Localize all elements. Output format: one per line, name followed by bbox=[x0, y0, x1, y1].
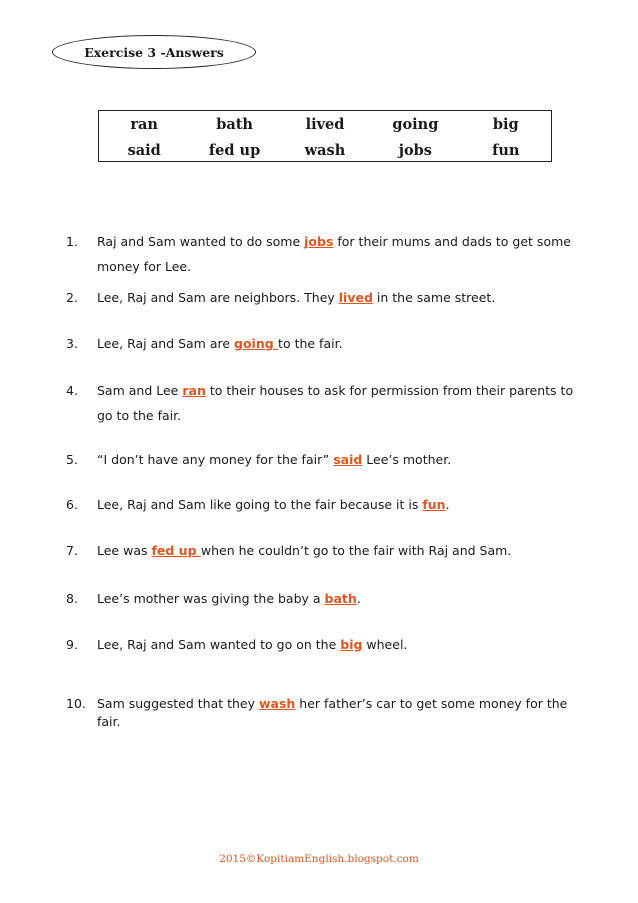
word-bank-word: big bbox=[492, 115, 519, 133]
question-item bbox=[66, 447, 581, 472]
question-item bbox=[66, 632, 581, 657]
question-number: 3. bbox=[66, 336, 78, 351]
question-before: Sam suggested that they bbox=[97, 696, 259, 711]
answer-word: going bbox=[234, 336, 279, 351]
word-bank-word: jobs bbox=[398, 141, 432, 159]
question-before: “I don’t have any money for the fair” bbox=[97, 452, 334, 467]
question-text bbox=[97, 538, 581, 563]
question-after: when he couldn’t go to the fair with Raj and Sam. bbox=[200, 543, 512, 558]
question-item bbox=[66, 695, 581, 731]
question-number: 5. bbox=[66, 452, 78, 467]
question-number: 10. bbox=[66, 696, 86, 711]
answer-word: fun bbox=[422, 497, 446, 512]
question-text bbox=[97, 695, 581, 731]
question-before: Lee’s mother was giving the baby a bbox=[97, 591, 325, 606]
word-bank-row-2 bbox=[99, 137, 551, 163]
question-after: for their mums and dads to get some money for Lee. bbox=[97, 234, 571, 274]
word-bank-word: said bbox=[127, 141, 161, 159]
question-item bbox=[66, 378, 581, 428]
answer-word: bath bbox=[324, 591, 357, 606]
question-after: to the fair. bbox=[278, 336, 343, 351]
question-after: . bbox=[445, 497, 450, 512]
question-before: Lee, Raj and Sam are neighbors. They bbox=[97, 290, 339, 305]
question-number: 2. bbox=[66, 290, 78, 305]
question-number: 4. bbox=[66, 383, 78, 398]
question-after: to their houses to ask for permission from their parents to go to the fair. bbox=[97, 383, 574, 423]
question-before: Lee, Raj and Sam are bbox=[97, 336, 235, 351]
word-bank-word: fed up bbox=[208, 141, 261, 159]
question-after: wheel. bbox=[362, 637, 408, 652]
word-bank-word: bath bbox=[216, 115, 253, 133]
question-number: 8. bbox=[66, 591, 78, 606]
exercise-title: Exercise 3 -Answers bbox=[52, 35, 256, 69]
question-item bbox=[66, 229, 581, 279]
question-text bbox=[97, 632, 581, 657]
question-text bbox=[97, 331, 581, 356]
word-bank-word: going bbox=[392, 115, 439, 133]
question-item bbox=[66, 285, 581, 310]
answer-word: big bbox=[340, 637, 363, 652]
question-text bbox=[97, 447, 581, 472]
answer-word: ran bbox=[182, 383, 206, 398]
question-item bbox=[66, 586, 581, 611]
word-bank-word: wash bbox=[304, 141, 346, 159]
question-after: in the same street. bbox=[372, 290, 496, 305]
question-before: Raj and Sam wanted to do some bbox=[97, 234, 305, 249]
footer-credit: 2015©KopitiamEnglish.blogspot.com bbox=[219, 853, 419, 865]
question-number: 1. bbox=[66, 234, 78, 249]
answer-word: wash bbox=[259, 696, 296, 711]
word-bank-word: ran bbox=[130, 115, 158, 133]
question-before: Lee, Raj and Sam like going to the fair because it is bbox=[97, 497, 423, 512]
question-text bbox=[97, 492, 581, 517]
question-text bbox=[97, 378, 581, 428]
question-after: Lee’s mother. bbox=[362, 452, 452, 467]
answer-word: said bbox=[333, 452, 363, 467]
question-text bbox=[97, 229, 581, 279]
question-number: 9. bbox=[66, 637, 78, 652]
question-text bbox=[97, 285, 581, 310]
answer-word: fed up bbox=[151, 543, 201, 558]
question-item bbox=[66, 492, 581, 517]
question-number: 6. bbox=[66, 497, 78, 512]
word-bank bbox=[98, 110, 552, 162]
question-before: Lee was bbox=[97, 543, 152, 558]
question-number: 7. bbox=[66, 543, 78, 558]
question-text bbox=[97, 586, 581, 611]
answer-word: lived bbox=[338, 290, 373, 305]
word-bank-word: fun bbox=[492, 141, 520, 159]
question-after: . bbox=[356, 591, 361, 606]
question-before: Sam and Lee bbox=[97, 383, 183, 398]
question-after: her father’s car to get some money for the fair. bbox=[97, 696, 568, 729]
answer-word: jobs bbox=[304, 234, 334, 249]
question-before: Lee, Raj and Sam wanted to go on the bbox=[97, 637, 341, 652]
word-bank-word: lived bbox=[305, 115, 345, 133]
question-item bbox=[66, 538, 581, 563]
word-bank-row-1 bbox=[99, 111, 551, 137]
question-item bbox=[66, 331, 581, 356]
